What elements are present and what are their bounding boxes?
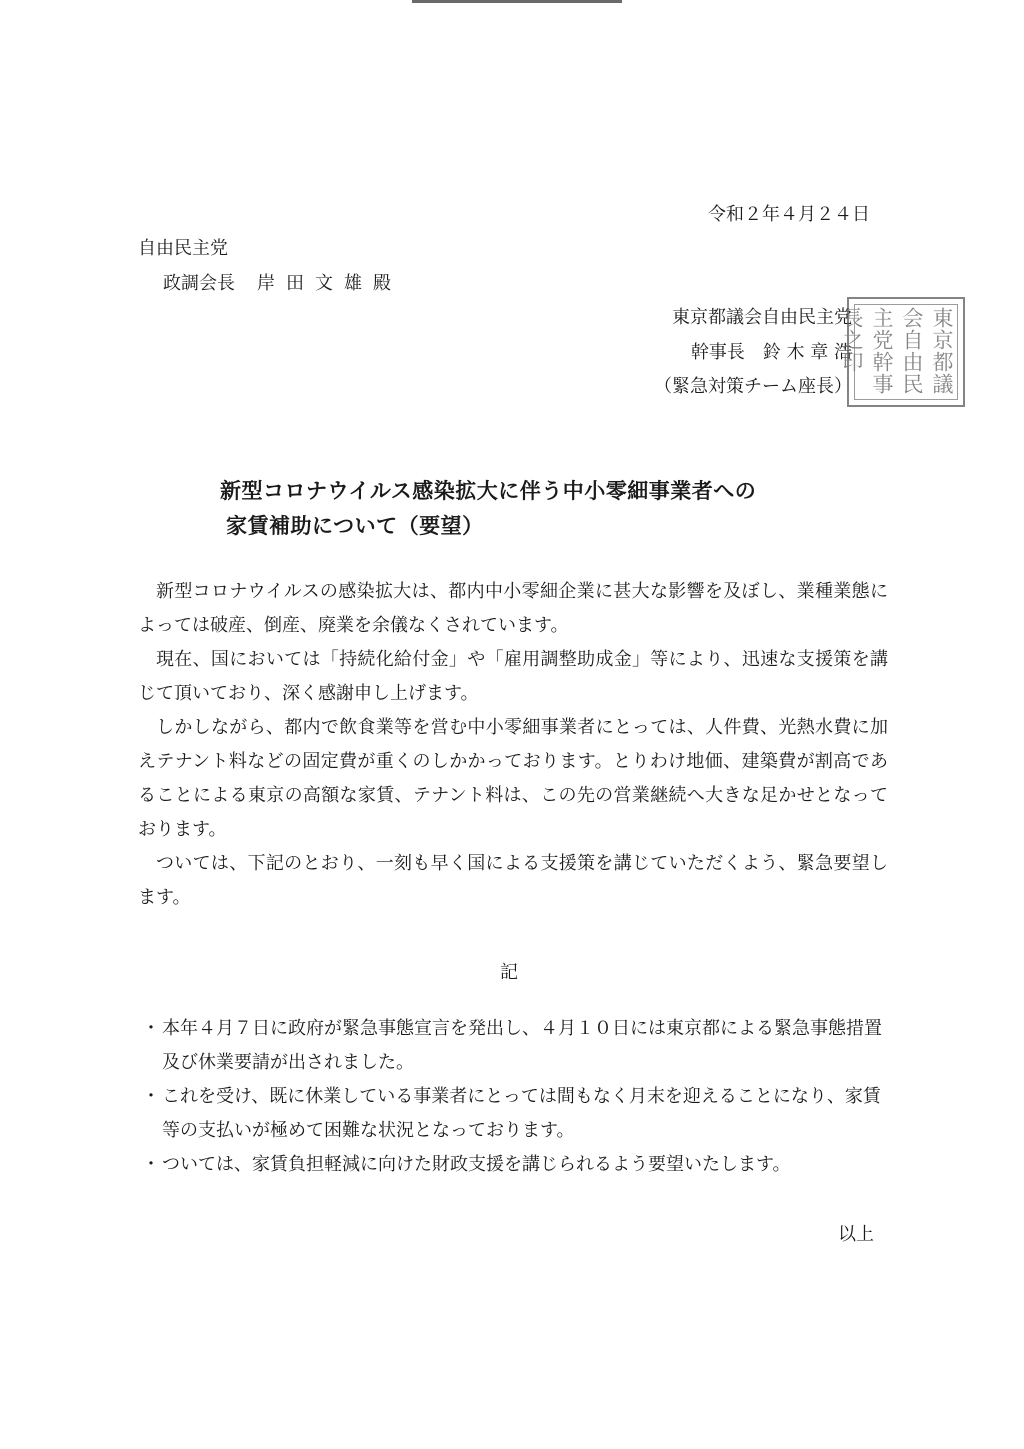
sender-organization: 東京都議会自由民主党 — [672, 307, 852, 328]
sender-role: （緊急対策チーム座長） — [654, 376, 852, 397]
body-paragraph: 新型コロナウイルスの感染拡大は、都内中小零細企業に甚大な影響を及ぼし、業種業態によっては破産、倒産、廃業を余儀なくされています。 — [138, 581, 888, 636]
document-title-line-2: 家賃補助について（要望） — [226, 514, 484, 538]
request-item-text: 本年４月７日に政府が緊急事態宣言を発出し、４月１０日には東京都による緊急事態措置及び休業要請が出されました。 — [162, 1018, 882, 1073]
body-paragraph: しかしながら、都内で飲食業等を営む中小零細事業者にとっては、人件費、光熱水費に加えテナント料などの固定費が重くのしかかっております。とりわけ地価、建築費が割高であることによる東京の高額な家賃、テナント料は、この先の営業継続へ大きな足かせとなっております。 — [138, 717, 888, 840]
request-list — [140, 1012, 885, 1182]
body-paragraph: 現在、国においては「持続化給付金」や「雇用調整助成金」等により、迅速な支援策を講じて頂いており、深く感謝申し上げます。 — [138, 649, 888, 704]
request-item-text: これを受け、既に休業している事業者にとっては間もなく月末を迎えることになり、家賃等の支払いが極めて困難な状況となっております。 — [162, 1086, 881, 1141]
document-title-line-1: 新型コロナウイルス感染拡大に伴う中小零細事業者への — [220, 479, 757, 503]
recipient-line — [163, 269, 391, 295]
sender-title-name: 幹事長 鈴 木 章 浩 — [690, 342, 852, 363]
request-item — [140, 1080, 885, 1148]
scan-edge-line — [412, 0, 622, 3]
recipient-position: 政調会長 — [163, 273, 235, 294]
closing-mark: 以上 — [838, 1224, 874, 1245]
body-text — [138, 575, 888, 915]
recipient-organization: 自由民主党 — [138, 238, 228, 259]
official-seal — [840, 297, 965, 407]
recipient-honorific: 殿 — [373, 273, 391, 294]
document-date: 令和２年４月２４日 — [708, 204, 870, 225]
request-item — [140, 1012, 885, 1080]
request-item-text: ついては、家賃負担軽減に向けた財政支援を講じられるよう要望いたします。 — [162, 1154, 791, 1175]
bullet-mark: ・ — [142, 1018, 160, 1039]
recipient-name: 岸田文雄 — [257, 273, 373, 294]
bullet-mark: ・ — [142, 1154, 160, 1175]
bullet-mark: ・ — [142, 1086, 160, 1107]
ki-heading: 記 — [500, 962, 518, 983]
seal-text: 東京都議会自由民主党幹事長之印 — [840, 307, 954, 395]
request-item — [140, 1148, 885, 1182]
body-paragraph: ついては、下記のとおり、一刻も早く国による支援策を講じていただくよう、緊急要望します。 — [138, 853, 888, 908]
